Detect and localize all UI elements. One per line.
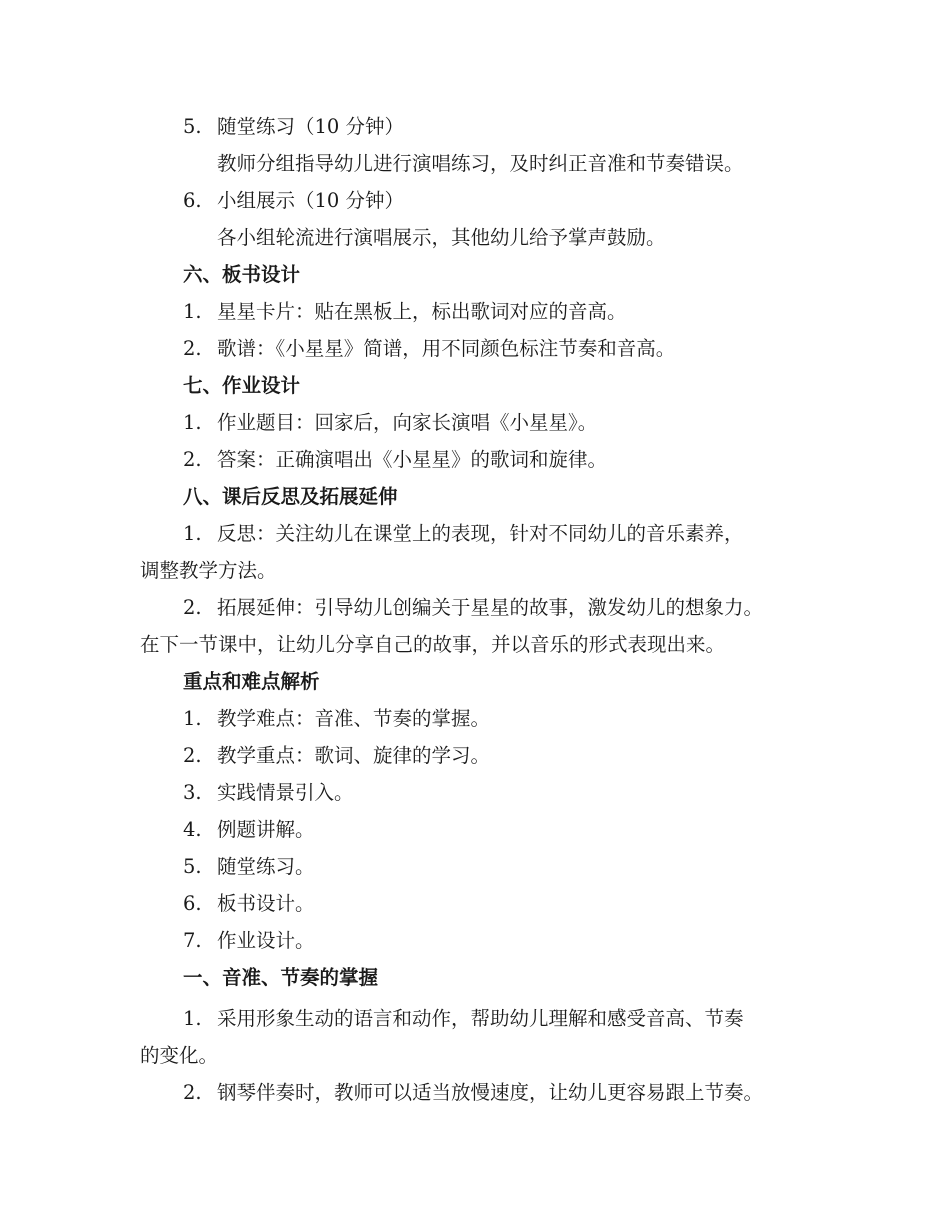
item-text: 钢琴伴奏时，教师可以适当放慢速度，让幼儿更容易跟上节奏。 <box>217 1081 764 1104</box>
item-number: 3. <box>183 781 202 804</box>
section-heading: 六、板书设计 <box>183 263 301 286</box>
item-number: 1. <box>183 300 202 323</box>
list-item <box>183 922 950 959</box>
section-heading: 八、课后反思及拓展延伸 <box>183 485 398 508</box>
paragraph-line <box>183 515 950 552</box>
paragraph-continuation: 在下一节课中，让幼儿分享自己的故事，并以音乐的形式表现出来。 <box>140 633 726 656</box>
item-text: 歌谱：《小星星》简谱，用不同颜色标注节奏和音高。 <box>217 337 676 360</box>
item-number: 2. <box>183 744 202 767</box>
list-item <box>183 108 950 145</box>
item-description: 各小组轮流进行演唱展示，其他幼儿给予掌声鼓励。 <box>217 226 666 249</box>
paragraph-line <box>183 589 950 626</box>
list-item <box>183 848 950 885</box>
paragraph-line <box>183 1000 950 1037</box>
item-number: 6. <box>183 892 202 915</box>
list-item <box>183 330 950 367</box>
list-item <box>183 700 950 737</box>
list-item <box>183 441 950 478</box>
item-number: 2. <box>183 596 202 619</box>
item-text: 随堂练习。 <box>217 855 315 878</box>
section-heading: 一、音准、节奏的掌握 <box>183 966 379 989</box>
item-text: 答案：正确演唱出《小星星》的歌词和旋律。 <box>217 448 608 471</box>
paragraph-line <box>183 1074 950 1111</box>
item-text: 教学难点：音准、节奏的掌握。 <box>217 707 491 730</box>
list-item <box>183 737 950 774</box>
item-description: 教师分组指导幼儿进行演唱练习，及时纠正音准和节奏错误。 <box>217 152 744 175</box>
item-number: 2. <box>183 337 202 360</box>
item-text: 小组展示（10 分钟） <box>217 189 405 212</box>
item-number: 5. <box>183 115 202 138</box>
item-number: 1. <box>183 522 202 545</box>
item-text: 随堂练习（10 分钟） <box>217 115 405 138</box>
item-number: 6. <box>183 189 202 212</box>
list-item <box>183 182 950 219</box>
section-heading: 重点和难点解析 <box>183 670 320 693</box>
item-text: 反思：关注幼儿在课堂上的表现，针对不同幼儿的音乐素养， <box>217 522 744 545</box>
item-text: 拓展延伸：引导幼儿创编关于星星的故事，激发幼儿的想象力。 <box>217 596 764 619</box>
item-number: 1. <box>183 1007 202 1030</box>
paragraph-continuation: 调整教学方法。 <box>140 559 277 582</box>
item-number: 2. <box>183 448 202 471</box>
list-item <box>183 811 950 848</box>
item-text: 例题讲解。 <box>217 818 315 841</box>
list-item <box>183 293 950 330</box>
item-text: 作业题目：回家后，向家长演唱《小星星》。 <box>217 411 598 434</box>
item-text: 星星卡片：贴在黑板上，标出歌词对应的音高。 <box>217 300 627 323</box>
item-number: 5. <box>183 855 202 878</box>
item-number: 2. <box>183 1081 202 1104</box>
item-number: 1. <box>183 707 202 730</box>
section-heading: 七、作业设计 <box>183 374 301 397</box>
list-item <box>183 885 950 922</box>
list-item <box>183 404 950 441</box>
item-number: 1. <box>183 411 202 434</box>
item-number: 4. <box>183 818 202 841</box>
item-text: 作业设计。 <box>217 929 315 952</box>
item-text: 实践情景引入。 <box>217 781 354 804</box>
item-number: 7. <box>183 929 202 952</box>
list-item <box>183 774 950 811</box>
item-text: 教学重点：歌词、旋律的学习。 <box>217 744 491 767</box>
item-text: 板书设计。 <box>217 892 315 915</box>
paragraph-continuation: 的变化。 <box>140 1044 219 1067</box>
item-text: 采用形象生动的语言和动作，帮助幼儿理解和感受音高、节奏 <box>217 1007 744 1030</box>
